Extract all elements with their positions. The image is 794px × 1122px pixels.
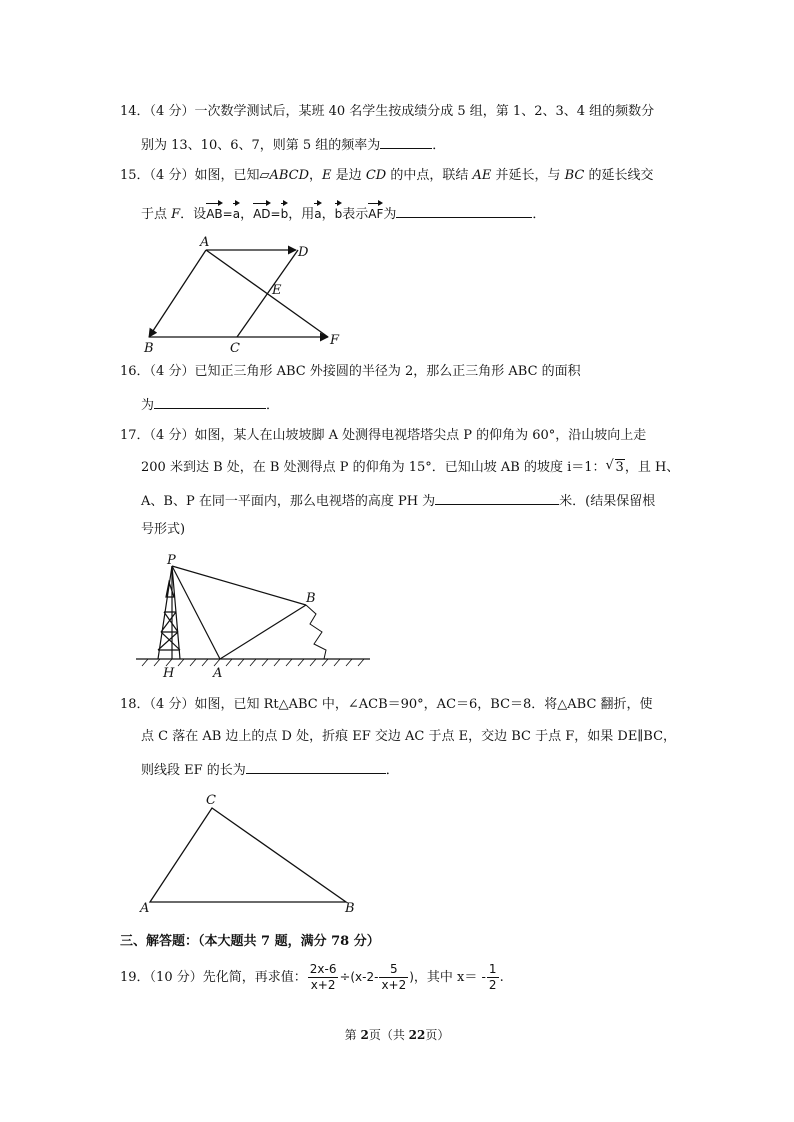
q16-period: ． xyxy=(266,398,280,413)
q14-period: ． xyxy=(432,138,446,153)
label-a: A xyxy=(200,235,210,250)
q17-line4 xyxy=(141,520,185,540)
equals-sign: = xyxy=(222,207,233,221)
q19-number: 19． xyxy=(120,970,150,985)
fraction-2x-6-over-x+2 xyxy=(308,962,339,993)
footer-text: 页（共 xyxy=(368,1028,409,1042)
section3-title: 三、解答题：（本大题共 7 题，满分 78 分） xyxy=(120,934,380,949)
q19-paren-expr: (x-2- xyxy=(350,970,379,984)
q19-line1 xyxy=(120,962,504,993)
q15-score: （4 分） xyxy=(149,168,195,183)
label-e: E xyxy=(272,283,282,298)
q17-score: （4 分） xyxy=(149,428,195,443)
q15-period: ． xyxy=(532,207,546,222)
fraction-numerator: 1 xyxy=(488,962,497,976)
q15-text: ， xyxy=(321,207,335,222)
q18-line3 xyxy=(141,759,399,781)
q14-score: （4 分） xyxy=(149,104,195,119)
segment-ab-slope xyxy=(220,605,306,659)
q17-answer-blank[interactable] xyxy=(435,490,559,505)
q14-line1 xyxy=(120,102,654,122)
fraction-1-over-2 xyxy=(487,962,499,993)
q17-text3: A、B、P 在同一平面内，那么电视塔的高度 PH 为 xyxy=(141,494,436,509)
q15-point-e: E xyxy=(322,168,332,183)
fraction-numerator: 5 xyxy=(379,962,408,978)
q15-parallelogram-figure xyxy=(140,236,360,356)
vector-ad: AD xyxy=(253,201,270,224)
q15-abcd: ABCD xyxy=(269,168,310,183)
q15-number: 15． xyxy=(120,168,150,183)
q17-line2 xyxy=(141,458,679,478)
label-f: F xyxy=(330,333,340,348)
q14-answer-blank[interactable] xyxy=(380,134,432,149)
footer-text: 第 xyxy=(344,1028,361,1042)
q15-text: 的延长线交 xyxy=(584,168,654,183)
segment-ab xyxy=(149,250,206,337)
equals-sign: = xyxy=(270,207,281,221)
vector-b: b xyxy=(335,201,343,224)
vector-af: AF xyxy=(368,201,383,224)
q19-text: ，其中 x＝ - xyxy=(413,970,486,985)
fraction-denominator: x+2 xyxy=(381,978,407,992)
q15-line1 xyxy=(120,166,654,186)
q18-text2: 点 C 落在 AB 边上的点 D 处，折痕 EF 交边 AC 于点 E，交边 BC 于点 F，如果 DE∥BC， xyxy=(141,729,677,744)
q17-text1: 如图，某人在山坡坡脚 A 处测得电视塔塔尖点 P 的仰角为 60°，沿山坡向上走 xyxy=(194,428,647,443)
q14-number: 14． xyxy=(120,104,150,119)
tower-structure xyxy=(158,566,180,659)
q16-text1: 已知正三角形 ABC 外接圆的半径为 2，那么正三角形 ABC 的面积 xyxy=(194,364,581,379)
q15-text: 并延长，与 xyxy=(491,168,565,183)
q18-triangle-figure xyxy=(138,792,368,916)
q18-number: 18． xyxy=(120,697,150,712)
q14-text2: 别为 13、10、6、7，则第 5 组的频率为 xyxy=(141,138,381,153)
q17-text3b: 米．(结果保留根 xyxy=(559,494,656,509)
segment-cd xyxy=(237,250,298,337)
q18-line2 xyxy=(141,727,676,747)
q16-answer-blank[interactable] xyxy=(154,394,266,409)
vector-b: b xyxy=(281,201,289,224)
q15-ae: AE xyxy=(472,168,492,183)
q15-text: 的中点，联结 xyxy=(386,168,473,183)
parallelogram-symbol: ▱ xyxy=(259,168,270,183)
label-d: D xyxy=(298,245,309,260)
q18-text3: 则线段 EF 的长为 xyxy=(141,763,246,778)
fraction-5-over-x+2 xyxy=(379,962,408,993)
footer-text: 页） xyxy=(425,1028,450,1042)
q15-text: 于点 xyxy=(141,207,172,222)
q17-number: 17． xyxy=(120,428,150,443)
q18-text1: 如图，已知 Rt△ABC 中，∠ACB＝90°，AC＝6，BC＝8．将△ABC 翻折，使 xyxy=(194,697,653,712)
q14-text1: 一次数学测试后，某班 40 名学生按成绩分成 5 组，第 1、2、3、4 组的频数分 xyxy=(194,104,655,119)
q19-score: （10 分） xyxy=(149,970,203,985)
q17-text2: 200 米到达 B 处，在 B 处测得点 P 的仰角为 15°．已知山坡 AB 的坡度 i＝1： xyxy=(141,460,606,475)
q18-answer-blank[interactable] xyxy=(246,759,386,774)
q16-number: 16． xyxy=(120,364,150,379)
q17-text4: 号形式) xyxy=(141,522,186,537)
divide-sign: ÷ xyxy=(339,970,351,985)
triangle-abc xyxy=(150,808,346,902)
q15-text: 是边 xyxy=(331,168,366,183)
label-a: A xyxy=(140,901,150,916)
segment-pb xyxy=(172,566,306,605)
sqrt-radicand: 3 xyxy=(615,460,624,475)
vector-a: a xyxy=(233,201,240,224)
ground-hatching xyxy=(142,659,364,666)
label-h: H xyxy=(163,666,175,681)
q19-paren-close: ) xyxy=(409,970,414,984)
q19-period: . xyxy=(499,970,504,985)
q15-text: ，用 xyxy=(288,207,315,222)
q15-bc: BC xyxy=(564,168,585,183)
q14-line2 xyxy=(141,134,445,156)
label-a: A xyxy=(213,666,223,681)
q18-line1 xyxy=(120,695,653,715)
label-b: B xyxy=(345,901,355,916)
q15-text: ．设 xyxy=(180,207,207,222)
fraction-numerator: 2x-6 xyxy=(309,962,337,976)
label-b: B xyxy=(306,591,316,606)
q15-line2 xyxy=(141,201,545,225)
q16-score: （4 分） xyxy=(149,364,195,379)
label-b: B xyxy=(144,341,154,356)
q15-text: 表示 xyxy=(342,207,369,222)
hill-edge xyxy=(306,605,326,659)
q18-period: ． xyxy=(385,763,399,778)
page-number: 2 xyxy=(360,1028,369,1042)
q16-line1 xyxy=(120,362,581,382)
q15-text: ， xyxy=(240,207,254,222)
q16-text2: 为 xyxy=(141,398,155,413)
vector-a: a xyxy=(314,201,321,224)
sqrt-three xyxy=(606,458,625,478)
q16-line2 xyxy=(141,394,279,416)
q15-text: ， xyxy=(309,168,323,183)
q15-cd: CD xyxy=(365,168,387,183)
q17-line3 xyxy=(141,490,655,512)
q19-text: 先化简，再求值： xyxy=(202,970,307,985)
label-c: C xyxy=(206,793,216,808)
fraction-denominator: 2 xyxy=(488,978,497,992)
q17-text2b: ，且 H、 xyxy=(624,460,680,475)
q17-line1 xyxy=(120,426,646,446)
q17-tower-figure xyxy=(136,552,376,682)
q15-answer-blank[interactable] xyxy=(396,203,532,218)
label-c: C xyxy=(230,341,240,356)
label-p: P xyxy=(167,553,176,568)
q15-point-f: F xyxy=(171,207,181,222)
vector-ab: AB xyxy=(206,201,222,224)
q15-text: 为 xyxy=(383,207,397,222)
fraction-denominator: x+2 xyxy=(310,978,336,992)
q18-score: （4 分） xyxy=(149,697,195,712)
page-footer xyxy=(0,1026,794,1043)
total-pages: 22 xyxy=(408,1028,426,1042)
q15-text: 如图，已知 xyxy=(194,168,260,183)
